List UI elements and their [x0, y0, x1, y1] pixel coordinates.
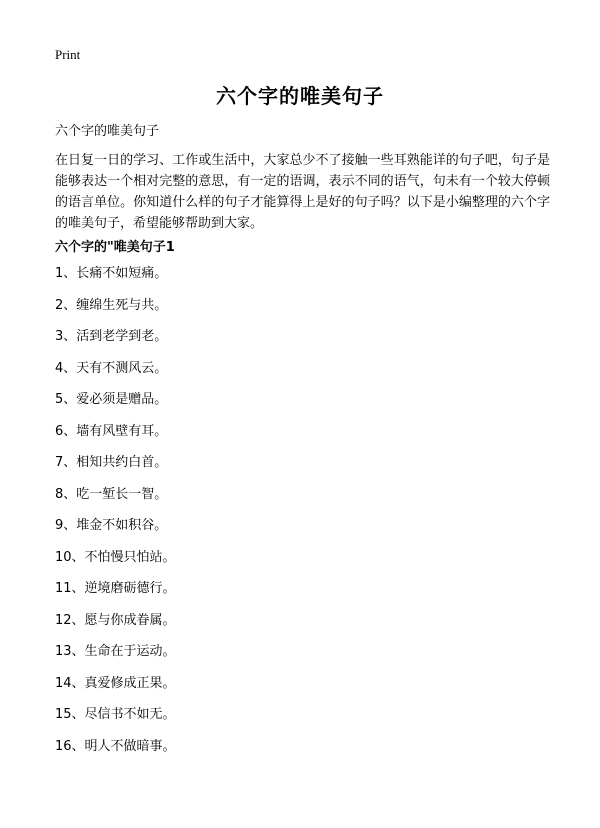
list-item: 12、愿与你成眷属。 — [55, 612, 176, 628]
intro-paragraph: 在日复一日的学习、工作或生活中，大家总少不了接触一些耳熟能详的句子吧，句子是能够表达一个相对完整的意思，有一定的语调，表示不同的语气，句未有一个较大停顿的语言单位。你知道什么样的句子才能算得上是好的句子吗？以下是小编整理的六个字的唯美句子，希望能够帮助到大家。 — [55, 153, 550, 231]
list-item: 13、生命在于运动。 — [55, 644, 176, 659]
list-item: 11、逆境磨砺德行。 — [55, 581, 176, 596]
list-item: 15、尽信书不如无。 — [55, 707, 176, 722]
list-item: 3、活到老学到老。 — [55, 329, 168, 344]
list-item: 10、不怕慢只怕站。 — [55, 549, 176, 565]
list-item: 4、天有不测风云。 — [55, 360, 168, 376]
section-heading: 六个字的"唯美句子1 — [55, 240, 175, 255]
list-item: 16、明人不做暗事。 — [55, 738, 176, 754]
print-link[interactable]: Print — [55, 47, 81, 62]
list-item: 14、真爱修成正果。 — [55, 675, 176, 691]
list-item: 8、吃一堑长一智。 — [55, 486, 168, 502]
page-title: 六个字的唯美句子 — [216, 84, 384, 108]
list-item: 9、堆金不如积谷。 — [55, 518, 168, 533]
list-item: 5、爱必须是赠品。 — [55, 392, 168, 407]
list-item: 7、相知共约白首。 — [55, 455, 168, 470]
list-item: 2、缠绵生死与共。 — [55, 297, 168, 313]
list-item: 1、长痛不如短痛。 — [55, 266, 168, 281]
list-item: 6、墙有风壁有耳。 — [55, 423, 168, 439]
document-subtitle: 六个字的唯美句子 — [55, 124, 160, 139]
sentence-list — [55, 266, 176, 770]
